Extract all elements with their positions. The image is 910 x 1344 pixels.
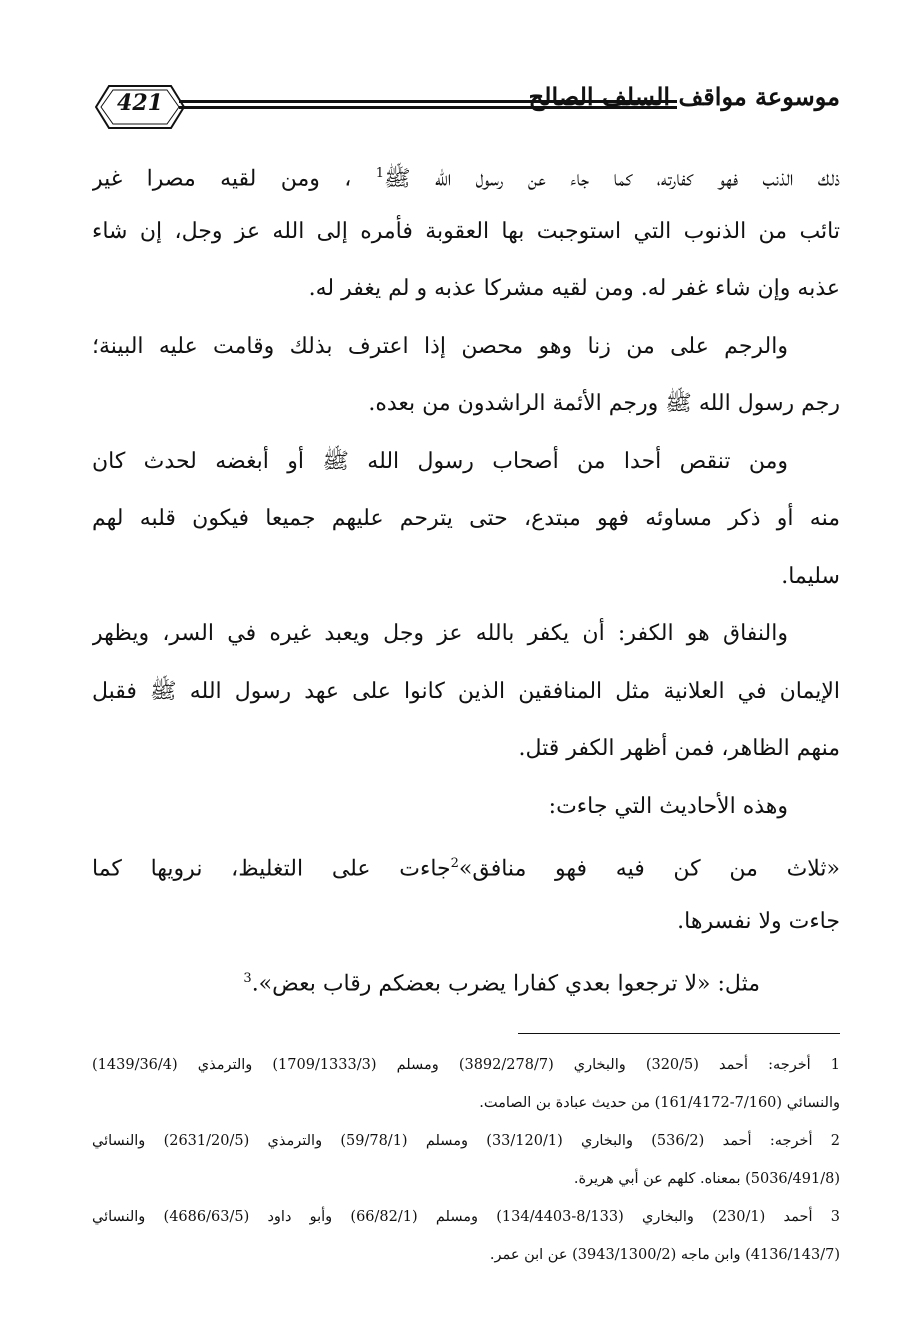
text-segment: جاءت على التغليظ، نرويها كما xyxy=(92,856,451,882)
text-line: الإيمان في العلانية مثل المنافقين الذين كانوا على عهد رسول الله ﷺ فقبل xyxy=(92,678,840,704)
text-line: سليما. xyxy=(781,563,840,589)
text-line: عذبه وإن شاء غفر له. ومن لقيه مشركا عذبه و لم يغفر له. xyxy=(308,276,840,301)
text-line xyxy=(92,950,840,1008)
text-segment: «ثلاث من كن فيه فهو منافق» xyxy=(458,856,840,882)
footnote-ref: 1 xyxy=(375,166,384,181)
footnote-line: 1 أخرجه: أحمد (320/5) والبخاري (3892/278/7) ومسلم (1709/1333/3) والترمذي (1439/36/4) xyxy=(92,1057,840,1073)
footnote-ref: 3 xyxy=(243,971,252,986)
footnote-separator xyxy=(518,1033,840,1034)
footnote-line: (5036/491/8) بمعناه. كلهم عن أبي هريرة. xyxy=(573,1171,840,1187)
text-line: منه أو ذكر مساوئه فهو مبتدع، حتى يترحم عليهم جميعا فيكون قلبه لهم xyxy=(92,506,840,531)
text-line: رجم رسول الله ﷺ ورجم الأئمة الراشدون من بعده. xyxy=(368,391,840,416)
footnotes xyxy=(92,1046,840,1274)
text-line: ومن تنقص أحدا من أصحاب رسول الله ﷺ أو أبغضه لحدث كان xyxy=(92,448,788,474)
text-line xyxy=(92,145,840,203)
text-line: جاءت ولا نفسرها. xyxy=(677,908,840,934)
text-line: منهم الظاهر، فمن أظهر الكفر قتل. xyxy=(518,736,840,761)
book-title: موسوعة مواقف السلف الصالح xyxy=(528,82,840,111)
page-header xyxy=(95,78,840,138)
footnote-line: والنسائي (7/160-161/4172) من حديث عبادة بن الصامت. xyxy=(479,1095,840,1111)
page-number: 421 xyxy=(117,90,163,116)
footnote-ref: 2 xyxy=(450,856,459,871)
text-line: وهذه الأحاديث التي جاءت: xyxy=(548,793,788,819)
text-line: والنفاق هو الكفر: أن يكفر بالله عز وجل ويعبد غيره في السر، ويظهر xyxy=(92,621,788,646)
text-segment: مثل: «لا ترجعوا بعدي كفارا يضرب بعضكم رقاب بعض». xyxy=(251,971,760,997)
text-line: تائب من الذنوب التي استوجبت بها العقوبة فأمره إلى الله عز وجل، إن شاء xyxy=(92,218,840,244)
main-text xyxy=(92,145,840,1008)
text-segment: ذلك الذنب فهو كفارته، كما جاء عن رسول الله ﷺ xyxy=(383,166,840,192)
footnote-line: 3 أحمد (230/1) والبخاري (8/133-134/4403) ومسلم (66/82/1) وأبو داود (4686/63/5) والنسائي xyxy=(92,1209,840,1225)
footnote-line: (4136/143/7) وابن ماجه (3943/1300/2) عن ابن عمر. xyxy=(489,1247,840,1263)
text-segment: ، ومن لقيه مصرا غير xyxy=(92,166,352,192)
footnote-line: 2 أخرجه: أحمد (536/2) والبخاري (33/120/1) ومسلم (59/78/1) والترمذي (2631/20/5) والنسائي xyxy=(92,1133,840,1149)
text-line xyxy=(92,835,840,893)
text-line: والرجم على من زنا وهو محصن إذا اعترف بذلك وقامت عليه البينة؛ xyxy=(92,333,788,359)
